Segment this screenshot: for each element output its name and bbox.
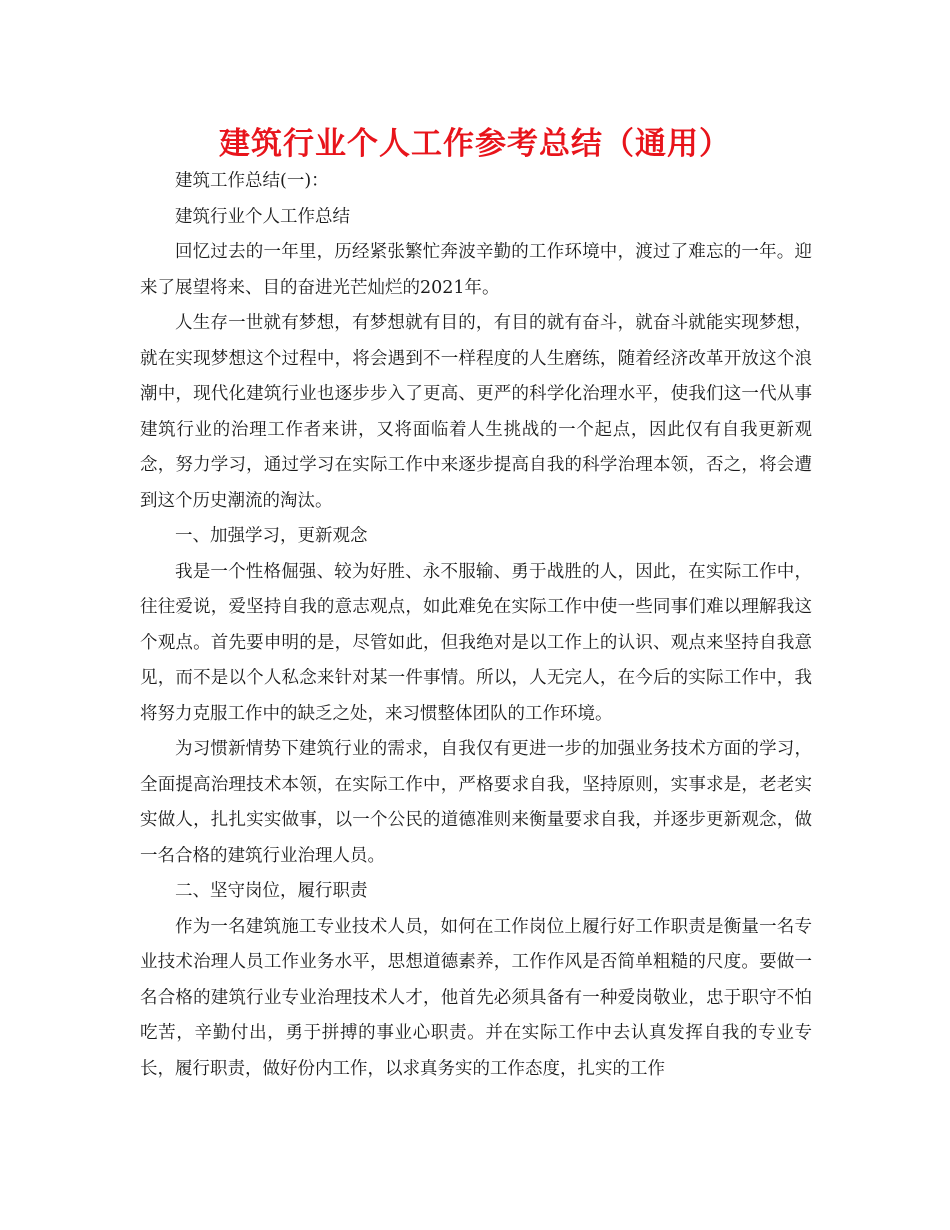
section-heading-2: 二、坚守岗位，履行职责 — [175, 881, 368, 901]
document-title: 建筑行业个人工作参考总结（通用） — [219, 126, 731, 162]
paragraph-adapt: 为习惯新情势下建筑行业的需求，自我仅有更进一步的加强业务技术方面的学习，全面提高治理技术本领，在实际工作中，严格要求自我，坚持原则，实事求是，老老实实做人，扎扎实实做事，以一个公民的道德准则来衡量要求自我，并逐步更新观念，做一名合格的建筑行业治理人员。 — [140, 739, 812, 866]
paragraph-personality: 我是一个性格倔强、较为好胜、永不服输、勇于战胜的人，因此，在实际工作中，往往爱说，爱坚持自我的意志观点，如此难免在实际工作中使一些同事们难以理解我这个观点。首先要申明的是，尽管如此，但我绝对是以工作上的认识、观点来坚持自我意见，而不是以个人私念来针对某一件事情。所以，人无完人，在今后的实际工作中，我将努力克服工作中的缺乏之处，来习惯整体团队的工作环境。 — [140, 561, 812, 724]
paragraph-intro: 回忆过去的一年里，历经紧张繁忙奔波辛勤的工作环境中，渡过了难忘的一年。迎来了展望将来、目的奋进光芒灿烂的2021年。 — [140, 242, 812, 298]
paragraph-subtitle-2: 建筑行业个人工作总结 — [175, 206, 350, 227]
section-heading-1: 一、加强学习，更新观念 — [175, 526, 368, 546]
paragraph-dream: 人生存一世就有梦想，有梦想就有目的，有目的就有奋斗，就奋斗就能实现梦想，就在实现梦想这个过程中，将会遇到不一样程度的人生磨练，随着经济改革开放这个浪潮中，现代化建筑行业也逐步步入了更高、更严的科学化治理水平，使我们这一代从事建筑行业的治理工作者来讲，又将面临着人生挑战的一个起点，因此仅有自我更新观念，努力学习，通过学习在实际工作中来逐步提高自我的科学治理本领，否之，将会遭到这个历史潮流的淘汰。 — [140, 313, 812, 511]
document-body — [140, 164, 812, 1087]
paragraph-duty: 作为一名建筑施工专业技术人员，如何在工作岗位上履行好工作职责是衡量一名专业技术治理人员工作业务水平，思想道德素养，工作作风是否简单粗糙的尺度。要做一名合格的建筑行业专业治理技术人才，他首先必须具备有一种爱岗敬业，忠于职守不怕吃苦，辛勤付出，勇于拼搏的事业心职责。并在实际工作中去认真发挥自我的专业专长，履行职责，做好份内工作，以求真务实的工作态度，扎实的工作 — [140, 916, 812, 1079]
paragraph-subtitle-1: 建筑工作总结(一)： — [175, 171, 329, 191]
